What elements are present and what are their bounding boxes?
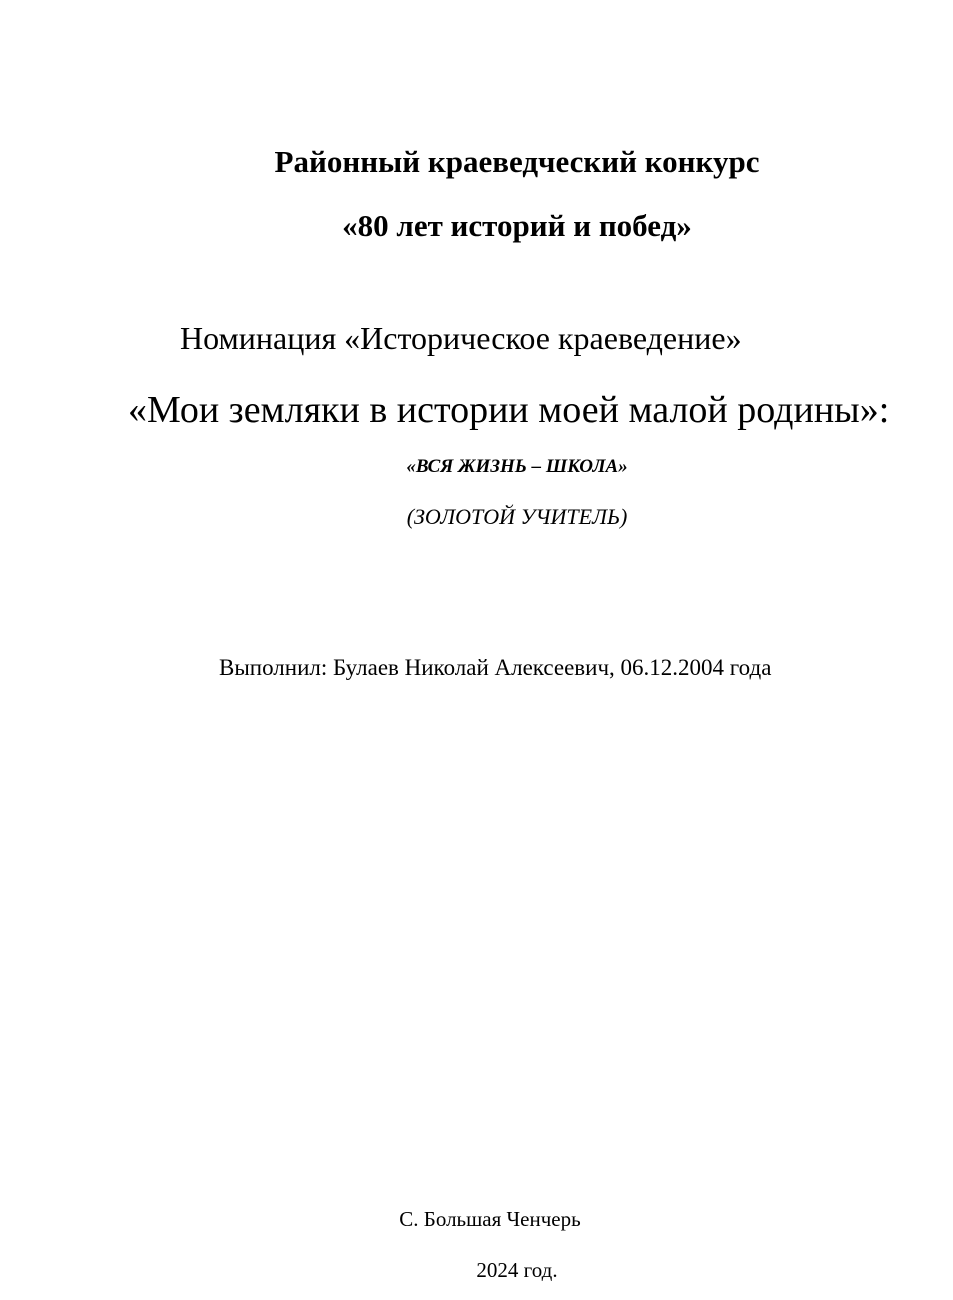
work-title: «Мои земляки в истории моей малой родины»:	[128, 389, 890, 431]
author-line: Выполнил: Булаев Николай Алексеевич, 06.12.2004 года	[219, 655, 772, 680]
work-heading: «ВСЯ ЖИЗНЬ – ШКОЛА»	[406, 456, 628, 477]
place-line: С. Большая Ченчерь	[399, 1207, 581, 1231]
contest-title: Районный краеведческий конкурс	[274, 144, 760, 179]
contest-subtitle: «80 лет историй и побед»	[342, 208, 692, 243]
nomination-line: Номинация «Историческое краеведение»	[180, 320, 742, 356]
work-note: (ЗОЛОТОЙ УЧИТЕЛЬ)	[406, 504, 628, 529]
year-line: 2024 год.	[476, 1258, 558, 1282]
